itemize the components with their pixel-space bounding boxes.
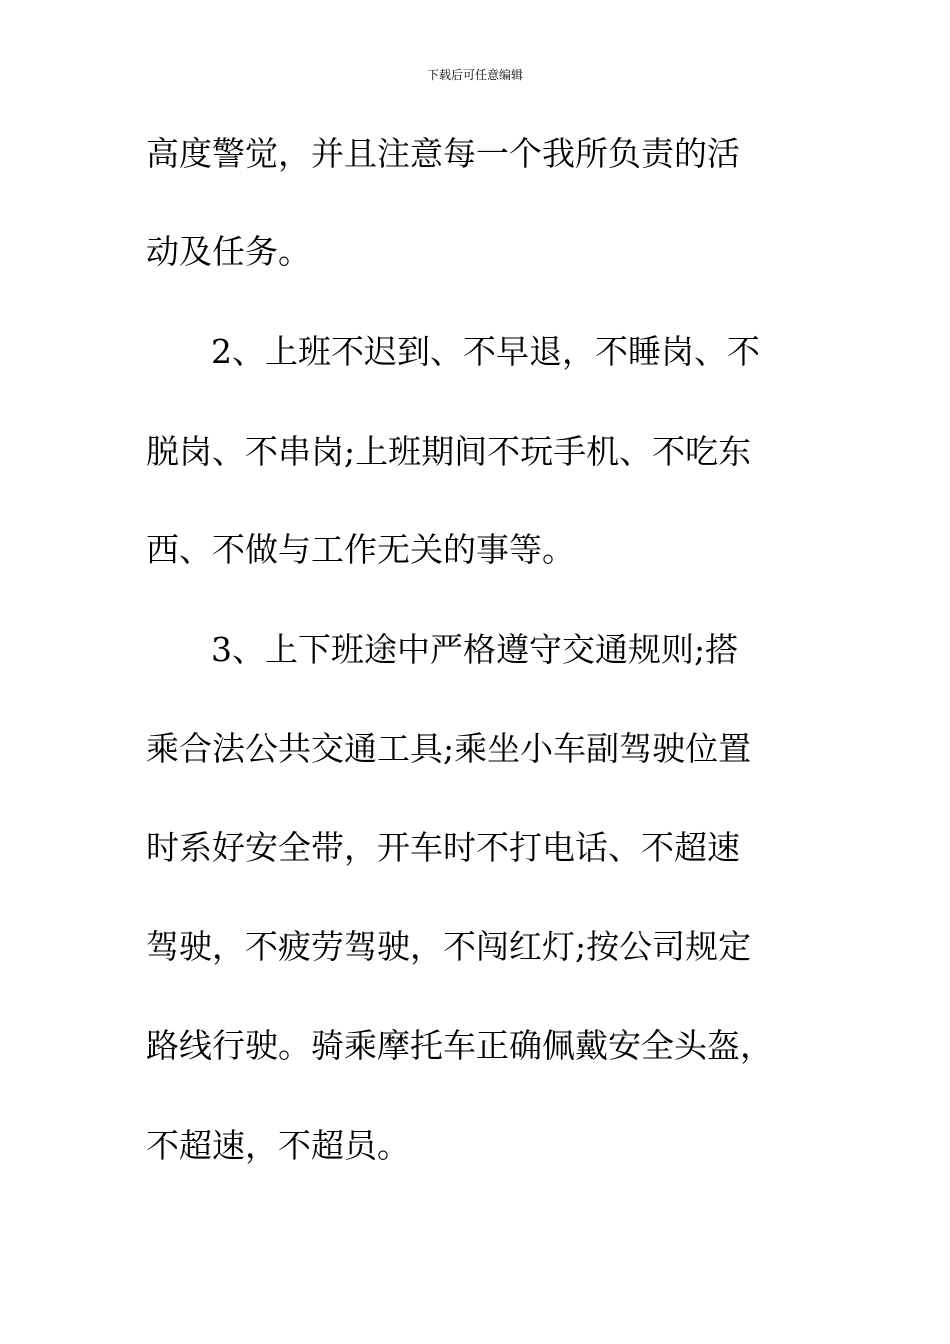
text-line-11: 不超速，不超员。 [146,1126,410,1165]
text-line-4: 脱岗、不串岗;上班期间不玩手机、不吃东 [146,432,752,471]
text-line-7: 乘合法公共交通工具;乘坐小车副驾驶位置 [146,729,752,768]
text-line-8: 时系好安全带，开车时不打电话、不超速 [146,828,740,867]
text-line-9: 驾驶，不疲劳驾驶，不闯红灯;按公司规定 [146,927,752,966]
text-line-10: 路线行驶。骑乘摩托车正确佩戴安全头盔， [146,1026,773,1065]
page-header: 下载后可任意编辑 [426,68,523,82]
text-line-1: 高度警觉，并且注意每一个我所负责的活 [146,134,740,173]
text-line-2: 动及任务。 [146,232,311,271]
text-line-5: 西、不做与工作无关的事等。 [146,530,575,569]
text-line-6: 3、上下班途中严格遵守交通规则;搭 [211,630,739,669]
text-line-3: 2、上班不迟到、不早退，不睡岗、不 [211,332,760,371]
